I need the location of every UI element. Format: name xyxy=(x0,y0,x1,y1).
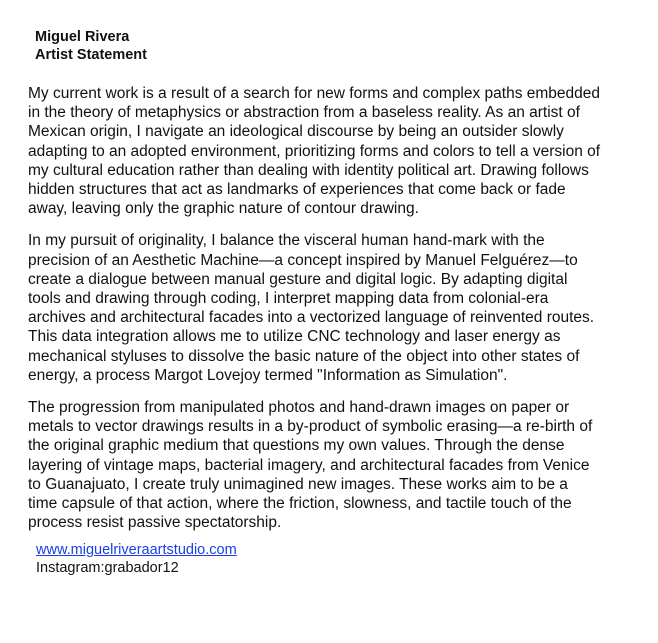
website-link[interactable]: www.miguelriveraartstudio.com xyxy=(36,542,237,558)
text-line: layering of vintage maps, bacterial imagery, and architectural facades from Venice xyxy=(28,456,590,474)
text-line: The progression from manipulated photos and hand-drawn images on paper or xyxy=(28,399,570,417)
contact-footer xyxy=(36,541,237,577)
text-line: time capsule of that action, where the friction, slowness, and tactile touch of the xyxy=(28,495,572,513)
paragraph-3 xyxy=(28,398,648,532)
text-line: metals to vector drawings results in a by-product of symbolic erasing—a re-birth of xyxy=(28,418,593,436)
text-line: create a dialogue between manual gesture and digital logic. By adapting digital xyxy=(28,270,568,288)
text-line: precision of an Aesthetic Machine—a concept inspired by Manuel Felguérez—to xyxy=(28,251,578,269)
text-line: in the theory of metaphysics or abstraction from a baseless reality. As an artist of xyxy=(28,104,580,122)
text-line: archives and architectural facades into a vectorized language of reinvented routes. xyxy=(28,309,595,327)
text-line: process resist passive spectatorship. xyxy=(28,514,282,532)
text-line: away, leaving only the graphic nature of contour drawing. xyxy=(28,200,419,218)
document-subtitle: Artist Statement xyxy=(35,47,147,63)
text-line: tools and drawing through coding, I interpret mapping data from colonial-era xyxy=(28,290,549,308)
text-line: hidden structures that act as landmarks of experiences that come back or fade xyxy=(28,181,566,199)
text-line: my cultural education rather than dealing with identity political art. Drawing follows xyxy=(28,161,589,179)
text-line: adapting to an adopted environment, prioritizing forms and colors to tell a version of xyxy=(28,142,601,160)
text-line: Mexican origin, I navigate an ideological discourse by being an outsider slowly xyxy=(28,123,564,141)
text-line: My current work is a result of a search for new forms and complex paths embedded xyxy=(28,85,601,102)
paragraph-1 xyxy=(28,84,648,218)
artist-name: Miguel Rivera xyxy=(35,29,130,45)
paragraph-2 xyxy=(28,231,648,385)
text-line: This data integration allows me to utilize CNC technology and laser energy as xyxy=(28,328,561,346)
text-line: mechanical styluses to dissolve the basic nature of the object into other states of xyxy=(28,347,580,365)
text-line: In my pursuit of originality, I balance the visceral human hand-mark with the xyxy=(28,232,545,250)
document-header xyxy=(35,28,147,64)
instagram-handle: Instagram:grabador12 xyxy=(36,560,179,576)
text-line: the original graphic medium that questions my own values. Through the dense xyxy=(28,437,565,455)
text-line: to Guanajuato, I create truly unimagined new images. These works aim to be a xyxy=(28,475,568,493)
text-line: energy, a process Margot Lovejoy termed "Information as Simulation". xyxy=(28,366,508,384)
statement-body xyxy=(28,84,648,545)
